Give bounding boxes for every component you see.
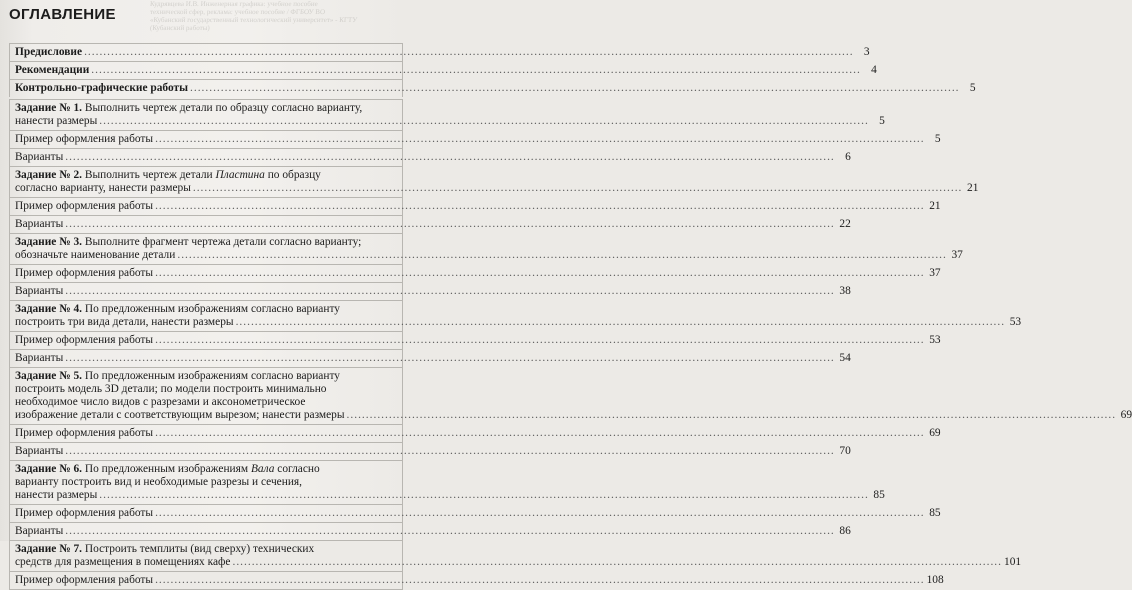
toc-line — [15, 383, 398, 396]
toc-line — [15, 267, 941, 280]
task-label: Задание № 6. — [15, 463, 83, 475]
dot-leader: ........................................................................................................................................................................................................ — [177, 249, 947, 261]
entry-text: изображение детали с соответствующим вырезом; нанести размеры — [15, 409, 345, 421]
toc-entry[interactable] — [9, 215, 851, 233]
bleed-through-text — [150, 0, 410, 40]
toc-line — [15, 151, 851, 164]
toc-line — [15, 218, 851, 231]
toc-line — [15, 574, 944, 587]
entry-text: построить модель 3D детали; по модели построить минимально — [15, 383, 327, 395]
page-number: 37 — [929, 267, 941, 279]
toc-line — [15, 556, 1022, 569]
dot-leader: ........................................................................................................................................................................................................ — [155, 200, 925, 212]
dot-leader: ........................................................................................................................................................................................................ — [65, 445, 835, 457]
page-number: 69 — [1120, 409, 1132, 421]
toc-line — [15, 370, 398, 383]
entry-text: Задание № 6. По предложенным изображениям Вала согласно — [15, 463, 320, 475]
dot-leader: ........................................................................................................................................................................................................ — [155, 267, 925, 279]
page-number: 53 — [1009, 316, 1022, 328]
page-number: 69 — [929, 427, 941, 439]
toc-entry[interactable] — [9, 282, 851, 300]
dot-leader: ........................................................................................................................................................................................................ — [192, 182, 963, 194]
toc-line — [15, 525, 851, 538]
entry-text: Пример оформления работы — [15, 200, 154, 212]
toc-line — [15, 249, 963, 262]
entry-text: Пример оформления работы — [15, 133, 154, 145]
entry-text: Задание № 3. Выполните фрагмент чертежа детали согласно варианту; — [15, 236, 362, 248]
toc-entry[interactable] — [9, 130, 941, 148]
dot-leader: ........................................................................................................................................................................................................ — [155, 133, 925, 145]
entry-text: согласно варианту, нанести размеры — [15, 182, 191, 194]
toc-entry[interactable] — [9, 424, 941, 442]
entry-text: Пример оформления работы — [15, 267, 154, 279]
task-label: Задание № 5. — [15, 370, 83, 382]
toc-line — [15, 82, 976, 95]
entry-text: Задание № 4. По предложенным изображениям согласно варианту — [15, 303, 340, 315]
toc-entry[interactable] — [9, 331, 941, 349]
dot-leader: ........................................................................................................................................................................................................ — [190, 82, 960, 94]
entry-text: Задание № 5. По предложенным изображениям согласно варианту — [15, 370, 340, 382]
page-number: 85 — [929, 507, 941, 519]
dot-leader: ........................................................................................................................................................................................................ — [232, 556, 1002, 568]
task-label: Задание № 7. — [15, 543, 83, 555]
entry-text: Пример оформления работы — [15, 574, 154, 586]
page-number: 4 — [871, 64, 877, 76]
entry-text: Варианты — [15, 525, 64, 537]
dot-leader: ........................................................................................................................................................................................................ — [99, 115, 869, 127]
toc-entry[interactable] — [9, 460, 885, 504]
task-label: Задание № 3. — [15, 236, 83, 248]
dot-leader: ........................................................................................................................................................................................................ — [155, 507, 925, 519]
toc-entry[interactable] — [9, 300, 1022, 331]
entry-text: средств для размещения в помещениях кафе — [15, 556, 231, 568]
task-label: Задание № 4. — [15, 303, 83, 315]
toc-entry[interactable] — [9, 264, 941, 282]
dot-leader: ........................................................................................................................................................................................................ — [65, 525, 835, 537]
bleed-line: Кудрявцева И.В. Инженерная графика: учебное пособие — [149, 0, 318, 8]
entry-text: Задание № 7. Построить темплиты (вид сверху) технических — [15, 543, 315, 555]
italic-term: Пластина — [215, 169, 265, 181]
page-number: 54 — [839, 352, 851, 364]
page-number: 86 — [839, 525, 851, 537]
toc-line — [15, 334, 941, 347]
bleed-line: технической сфер, реклама: учебное пособие / ФГБОУ ВО — [149, 8, 326, 16]
dot-leader: ........................................................................................................................................................................................................ — [346, 409, 1117, 421]
dot-leader: ........................................................................................................................................................................................................ — [155, 574, 925, 586]
toc-entry[interactable] — [9, 99, 885, 130]
entry-text: Задание № 1. Выполнить чертеж детали по образцу согласно варианту, — [15, 102, 363, 114]
dot-leader: ........................................................................................................................................................................................................ — [99, 489, 869, 501]
toc-line — [15, 507, 941, 520]
toc-line — [15, 427, 941, 440]
toc-entry[interactable] — [9, 197, 941, 215]
toc-line — [15, 115, 885, 128]
page-number: 37 — [951, 249, 963, 261]
toc-entry[interactable] — [9, 504, 941, 522]
toc-line — [15, 303, 398, 316]
page-number: 6 — [845, 151, 851, 163]
toc-line — [15, 396, 398, 409]
entry-text: Варианты — [15, 352, 64, 364]
toc-entry[interactable] — [9, 367, 1132, 424]
page-number: 21 — [967, 182, 979, 194]
dot-leader: ........................................................................................................................................................................................................ — [84, 46, 854, 58]
toc-line — [15, 46, 870, 59]
entry-text: варианту построить вид и необходимые разрезы и сечения, — [15, 476, 303, 488]
toc-entry[interactable] — [9, 540, 1022, 571]
toc-entry[interactable] — [9, 571, 944, 590]
task-label: Задание № 2. — [15, 169, 83, 181]
page-heading: ОГЛАВЛЕНИЕ — [9, 6, 116, 23]
entry-text: Варианты — [15, 445, 64, 457]
toc-entry[interactable] — [9, 148, 851, 166]
italic-term: Вала — [250, 463, 275, 475]
toc-line — [15, 285, 851, 298]
entry-text: Рекомендации — [15, 64, 90, 76]
page-number: 22 — [839, 218, 851, 230]
entry-text: построить три вида детали, нанести размеры — [15, 316, 234, 328]
toc-entry[interactable] — [9, 79, 976, 97]
toc-line — [15, 102, 398, 115]
dot-leader: ........................................................................................................................................................................................................ — [235, 316, 1006, 328]
page-number: 21 — [929, 200, 941, 212]
entry-text: Варианты — [15, 285, 64, 297]
bleed-line: «Кубанский государственный технологический университет» - КГТУ — [149, 16, 358, 24]
toc-entry[interactable] — [9, 233, 963, 264]
dot-leader: ........................................................................................................................................................................................................ — [65, 218, 835, 230]
toc-line — [15, 543, 398, 556]
page-number: 5 — [934, 133, 941, 145]
dot-leader: ........................................................................................................................................................................................................ — [91, 64, 861, 76]
toc-line — [15, 316, 1022, 329]
toc-entry[interactable] — [9, 43, 870, 61]
dot-leader: ........................................................................................................................................................................................................ — [65, 352, 835, 364]
entry-text: Варианты — [15, 218, 64, 230]
toc-line — [15, 169, 398, 182]
bleed-line: (Кубанский работы) — [149, 24, 210, 32]
entry-text: обозначьте наименование детали — [15, 249, 176, 261]
toc-line — [15, 489, 885, 502]
entry-text: Контрольно-графические работы — [15, 82, 188, 94]
dot-leader: ........................................................................................................................................................................................................ — [155, 427, 925, 439]
toc-entry[interactable] — [9, 61, 877, 79]
entry-text: Предисловие — [15, 46, 83, 58]
toc-line — [15, 182, 979, 195]
page-number: 53 — [929, 334, 941, 346]
entry-text: Пример оформления работы — [15, 334, 154, 346]
toc-line — [15, 476, 398, 489]
toc-entry[interactable] — [9, 166, 979, 197]
toc-entry[interactable] — [9, 442, 851, 460]
page-number: 5 — [879, 115, 885, 127]
toc-entry[interactable] — [9, 349, 851, 367]
entry-text: Пример оформления работы — [15, 427, 154, 439]
toc-line — [15, 64, 877, 77]
dot-leader: ........................................................................................................................................................................................................ — [155, 334, 925, 346]
toc-line — [15, 352, 851, 365]
page-number: 101 — [1004, 556, 1022, 568]
toc-line — [15, 445, 851, 458]
table-of-contents — [9, 43, 1132, 590]
entry-text: Варианты — [15, 151, 64, 163]
entry-text: необходимое число видов с разрезами и аксонометрическое — [15, 396, 306, 408]
toc-line — [15, 463, 398, 476]
dot-leader: ........................................................................................................................................................................................................ — [65, 151, 835, 163]
entry-text: нанести размеры — [15, 489, 98, 501]
dot-leader: ........................................................................................................................................................................................................ — [65, 285, 835, 297]
toc-line — [15, 409, 1132, 422]
entry-text: Пример оформления работы — [15, 507, 154, 519]
page-number: 5 — [969, 82, 976, 94]
page-number: 70 — [839, 445, 851, 457]
page-number: 38 — [839, 285, 851, 297]
page-number: 3 — [863, 46, 870, 58]
entry-text: нанести размеры — [15, 115, 98, 127]
toc-line — [15, 133, 941, 146]
page-number: 85 — [873, 489, 885, 501]
toc-line — [15, 200, 941, 213]
toc-entry[interactable] — [9, 522, 851, 540]
task-label: Задание № 1. — [15, 102, 83, 114]
page-number: 108 — [926, 574, 944, 586]
toc-line — [15, 236, 398, 249]
entry-text: Задание № 2. Выполнить чертеж детали Пластина по образцу — [15, 169, 321, 181]
